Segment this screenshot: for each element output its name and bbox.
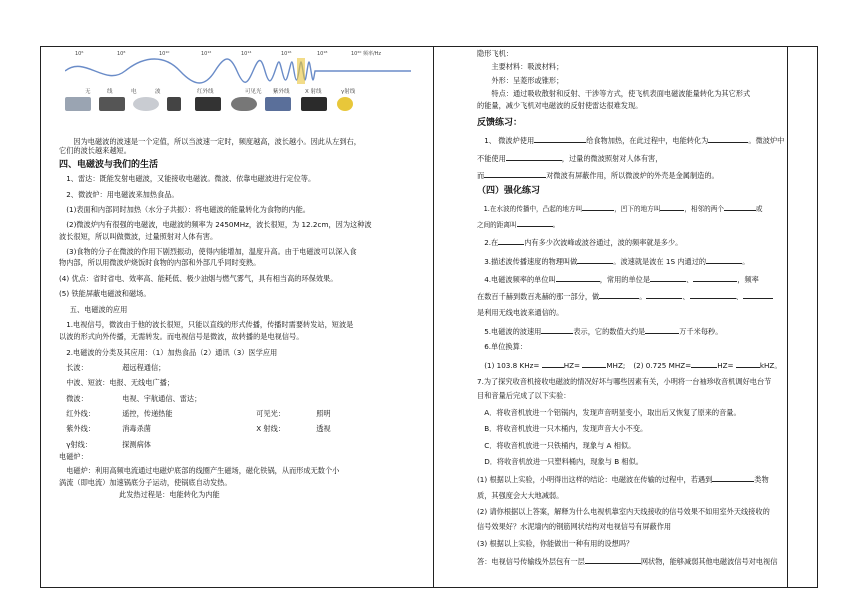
answer-blank[interactable]: [691, 359, 717, 368]
answer-blank[interactable]: [582, 202, 614, 211]
wave-illustration: [65, 55, 411, 87]
band-label: X 射线: [305, 89, 322, 95]
answer-blank[interactable]: [556, 273, 600, 282]
band-label: γ射线: [341, 89, 356, 95]
paragraph: 物内部，所以用微波炉烧饭时食物的内部和外部几乎同时变熟。: [59, 258, 261, 268]
question-line: (2) 请你根据以上答案，解释为什么电视机靠室内天线接收的信号效果不如用室外天线接收的: [477, 506, 770, 516]
exp-label: 10⁶: [75, 51, 84, 57]
question-line: 是利用无线电波来通信的。: [477, 307, 564, 317]
paragraph: 涡流（即电流）加速锅底分子运动，使锅底自动发热。: [59, 477, 232, 487]
paragraph: 电磁炉：: [59, 452, 88, 462]
answer-blank[interactable]: [690, 290, 736, 299]
application-row: 长波： 超远程通信；: [66, 362, 166, 372]
application-row: 紫外线： 消毒杀菌 X 射线： 透视: [66, 424, 331, 434]
exp-label: 10¹⁴: [241, 51, 252, 57]
question-line: 质，其强度会大大地减弱。: [477, 490, 564, 500]
answer-blank[interactable]: [645, 325, 679, 334]
question-line: 信号效果好？水泥墙内的钢筋网状结构对电视信号有屏蔽作用: [477, 522, 672, 532]
feedback-title: 反馈练习：: [477, 117, 523, 128]
question-line: (1) 根据以上实验，小明得出这样的结论：电磁波在传输的过程中，若遇到 类物: [477, 475, 769, 485]
question-line: 1、 微波炉使用 给食物加热，在此过程中，电能转化为 。微波炉中: [484, 136, 785, 146]
answer-blank[interactable]: [534, 134, 586, 143]
spectrum-icons: [65, 97, 411, 115]
answer-blank[interactable]: [706, 255, 742, 264]
answer-blank[interactable]: [484, 169, 546, 178]
paragraph: (1)表面和内部同时加热（水分子共振）：将电磁波的能量转化为食物的内能。: [66, 205, 310, 215]
exp-label: 10¹⁶: [281, 51, 292, 57]
paragraph: 主要材料：吸波材料；: [491, 62, 564, 72]
answer-blank[interactable]: [577, 255, 613, 264]
answer-blank[interactable]: [541, 325, 573, 334]
application-row: 红外线： 遥控，传递热能 可见光： 照明: [66, 409, 331, 419]
intro-line: 它们的波长越来越短。: [59, 146, 131, 156]
question-line: 不能使用 ，过量的微波照射对人体有害，: [477, 153, 663, 163]
question-line: 6.单位换算：: [484, 342, 527, 352]
xray-icon: [301, 97, 327, 111]
application-row: 中波、短波：电报、无线电广播；: [66, 378, 175, 388]
answer-blank[interactable]: [646, 290, 682, 299]
question-line: 而 对微波有屏蔽作用，所以微波炉的外壳是金属制造的。: [477, 171, 719, 181]
band-label: 波: [155, 89, 161, 95]
question-line: 4.电磁波频率的单位叫 ，常用的单位是 、 ，频率: [484, 274, 759, 284]
question-line: 目和音量后完成了以下实验：: [477, 391, 571, 401]
band-label: 紫外线: [273, 89, 290, 95]
paragraph: 电磁炉：利用高频电流通过电磁炉底部的线圈产生磁场，磁化铁锅，从而形成无数个小: [66, 465, 340, 475]
answer-blank[interactable]: [582, 359, 606, 368]
question-line: 答：电视信号传输线外层包有一层 网状物，能够减弱其他电磁波信号对电视信: [477, 557, 778, 567]
light-panel-icon: [265, 97, 291, 111]
answer-blank[interactable]: [743, 290, 773, 299]
paragraph: (4) 优点：省时省电、效率高、能耗低、极少油烟与燃气雾气，具有相当高的环保效果。: [59, 273, 338, 283]
exp-label: 10¹²: [201, 51, 212, 57]
paragraph: 隐形飞机：: [477, 49, 513, 58]
question-line: 3.描述波传播速度的物理叫做 。波速就是波在 1S 内通过的 。: [484, 256, 750, 266]
paragraph: 的能量，减少飞机对电磁波的反射使雷达很难发现。: [477, 101, 643, 111]
answer-blank[interactable]: [650, 273, 686, 282]
oven-icon: [195, 97, 221, 111]
section-heading: 五、电磁波的应用: [69, 304, 128, 314]
answer-blank[interactable]: [585, 555, 641, 564]
tv-icon: [99, 97, 125, 111]
paragraph: 1、雷达：既能发射电磁波，又能接收电磁波。微波、依靠电磁波进行定位等。: [66, 174, 316, 184]
practice-title: （四）强化练习: [477, 186, 541, 197]
paragraph: 特点：通过吸收散射和反射、干涉等方式，使飞机表面电磁波能量转化为其它形式: [491, 89, 751, 99]
paragraph: (3)食物的分子在微波的作用下剧烈振动，使得内能增加，温度升高。由于电磁波可以深入食: [66, 247, 357, 257]
table-frame: [40, 46, 818, 588]
question-line: 之间的距离叫 。: [477, 218, 829, 230]
experiment-line: D．将收音机放进一只塑料桶内，现象与 B 相似。: [484, 456, 643, 466]
experiment-line: A．将收音机放进一个铝锅内，发现声音明显变小，取出后又恢复了原来的音量。: [484, 407, 741, 417]
question-line: 1.在水波的传播中，凸起的地方叫 ，凹下的地方叫 ，相邻的两个 或: [477, 202, 829, 214]
experiment-line: B．将收音机放进一只木桶内，发现声音大小不变。: [484, 424, 648, 434]
paragraph: 外形：呈菱形或锥形；: [491, 75, 564, 85]
band-label: 线: [107, 89, 113, 95]
radiation-icon: [337, 97, 353, 111]
answer-blank[interactable]: [660, 202, 684, 211]
satellite-dish-icon: [133, 97, 159, 111]
paragraph: 波长很短，所以叫做微波，过量照射对人体有害。: [59, 231, 218, 241]
answer-blank[interactable]: [708, 134, 748, 143]
paragraph: 1.电视信号，微波由于他的波长很短，只能以直线的形式传播，传播时需要转发站，短波是: [66, 319, 354, 329]
answer-blank[interactable]: [736, 359, 760, 368]
question-line: 5.电磁波的波速用 表示，它的数值大约是 万千米每秒。: [484, 326, 723, 336]
right-column: [477, 49, 829, 587]
answer-blank[interactable]: [517, 218, 553, 227]
band-label: 电: [131, 89, 137, 95]
answer-blank[interactable]: [724, 202, 756, 211]
phone-icon: [167, 97, 181, 111]
paragraph: (2)微波炉内有很强的电磁波，电磁波的频率为 2450MHz，波长很短，为 12.2cm，因为这种波: [66, 220, 372, 230]
radio-tower-icon: [65, 97, 91, 111]
section-heading: 四、电磁波与我们的生活: [59, 159, 159, 170]
intro-line: 因为电磁波的波速是一个定值，所以当波速一定时，频度越高，波长越小。因此从左到右，: [73, 137, 361, 146]
paragraph: 2.电磁波的分类及其应用：（1）加热食品（2）通讯（3）医学应用: [66, 347, 278, 357]
paragraph: (5) 铁能屏蔽电磁波和磁场。: [59, 289, 151, 299]
question-line: 7.为了探究收音机接收电磁波的情况好坏与哪些因素有关，小明将一台袖珍收音机调好电台节: [477, 377, 772, 387]
exp-label: 10⁸: [117, 51, 126, 57]
application-row: γ射线： 探测病体: [66, 439, 151, 449]
question-line: (3) 根据以上实验，你能做出一种有用的设想吗？: [477, 538, 634, 548]
answer-blank[interactable]: [498, 236, 524, 245]
answer-blank[interactable]: [712, 473, 754, 482]
spectrum-diagram: [59, 51, 449, 115]
question-line: 2.在 内有多少次波峰或波谷通过，波的频率就是多少。: [484, 238, 683, 248]
answer-blank[interactable]: [506, 152, 562, 161]
answer-blank[interactable]: [542, 359, 564, 368]
exp-label: 10¹⁸: [317, 51, 328, 57]
eye-icon: [231, 97, 257, 111]
experiment-line: C．将收音机放进一只铁桶内，现象与 A 相似。: [484, 440, 636, 450]
exp-label: 10¹⁰: [159, 51, 170, 57]
paragraph: 此发热过程是：电能转化为内能: [119, 490, 220, 500]
left-column: [59, 47, 449, 587]
question-line: 在数百千赫到数百兆赫的那一部分，做 。 、 、: [477, 290, 829, 301]
band-label: 红外线: [197, 89, 214, 95]
exp-label: 10²⁰ 频率/Hz: [351, 51, 382, 57]
answer-blank[interactable]: [599, 290, 639, 299]
question-line: (1) 103.8 KHz= HZ= MHZ; (2) 0.725 MHZ= HZ= kHZ。: [484, 360, 782, 370]
paragraph: 2、微波炉：用电磁波来加热食品。: [66, 189, 179, 199]
paragraph: 以波的形式向外传播，无需转发。而电视信号是微波，故转播的是电视信号。: [59, 332, 304, 342]
answer-blank[interactable]: [693, 273, 737, 282]
band-label: 无: [85, 89, 91, 95]
application-row: 微波： 电视、宇航通信、雷达；: [66, 393, 202, 403]
band-label: 可见光: [245, 89, 262, 95]
